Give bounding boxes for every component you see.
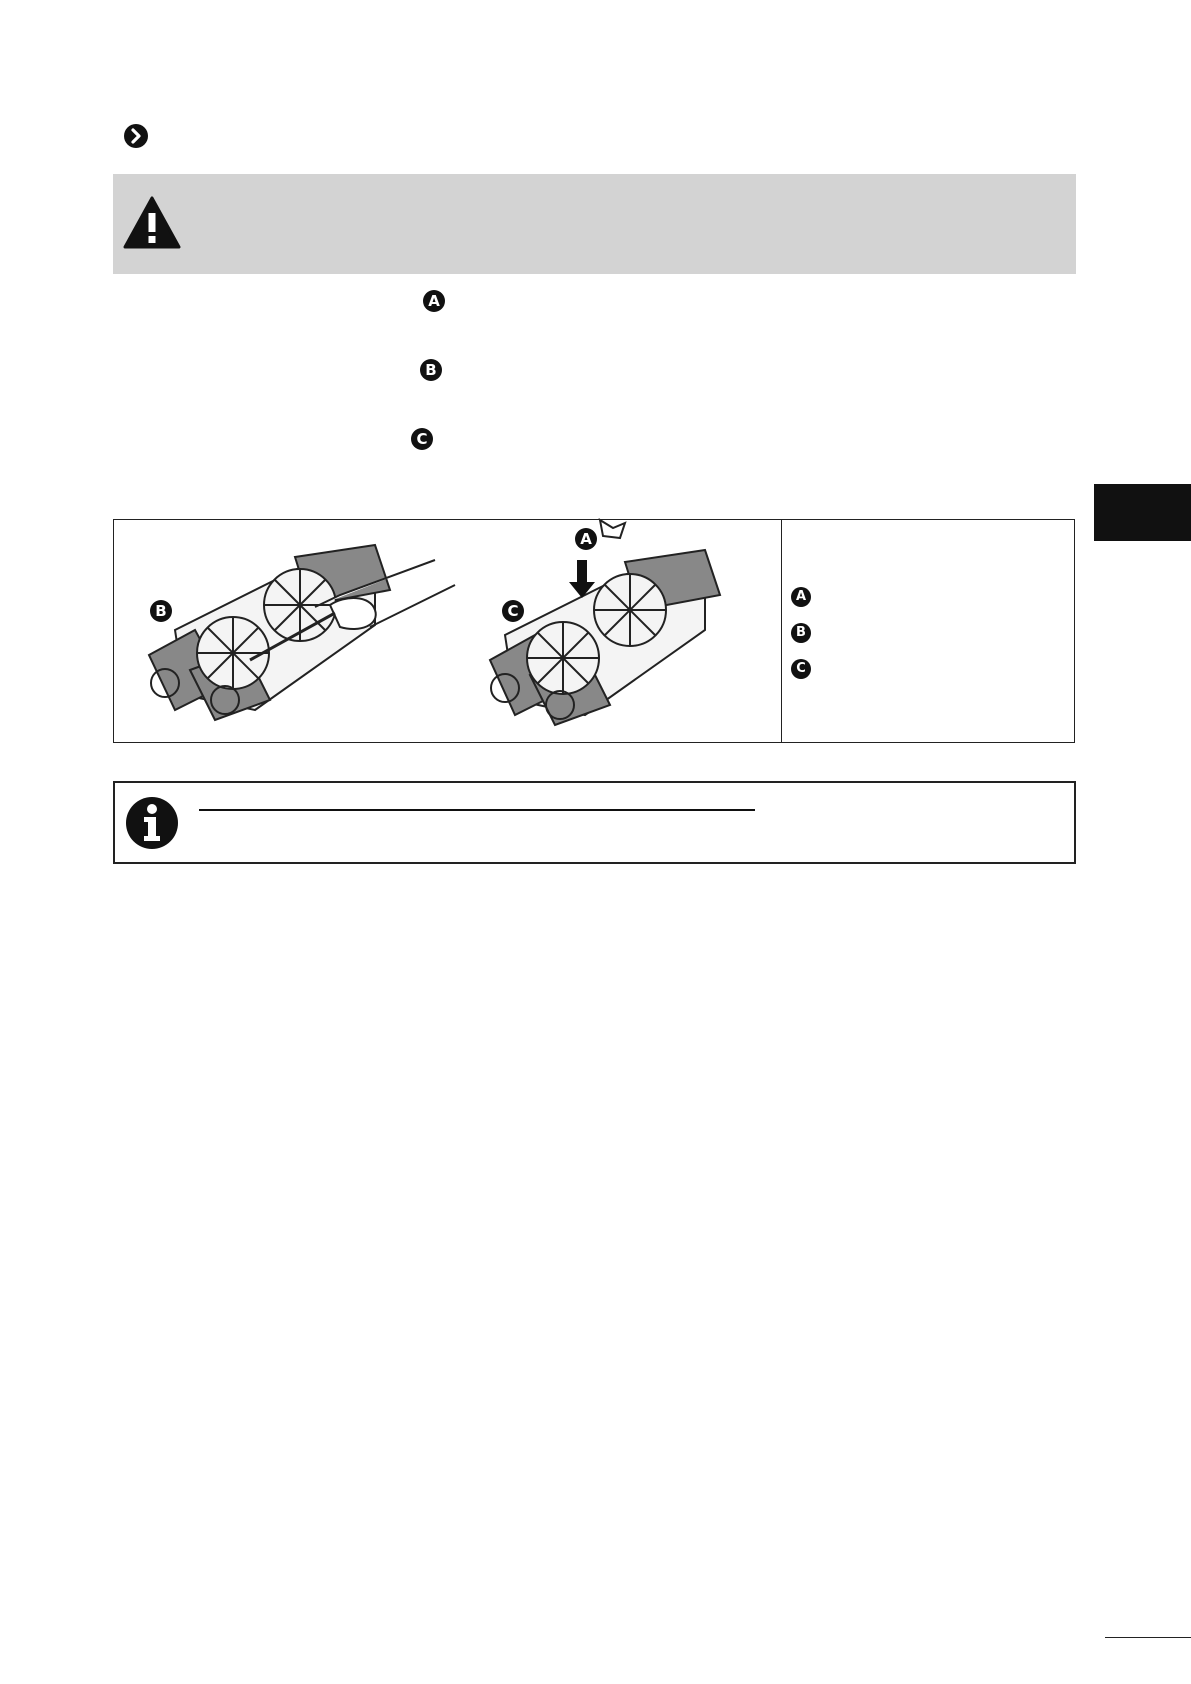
warning-box xyxy=(113,174,1076,274)
legend-badge-a: A xyxy=(791,587,811,607)
figure-badge-c: C xyxy=(502,600,524,622)
warning-triangle-icon xyxy=(123,196,181,250)
info-divider xyxy=(199,809,755,811)
section-tab xyxy=(1094,484,1191,541)
robot-illustration-left xyxy=(135,535,455,730)
info-circle-icon xyxy=(125,796,179,850)
figure-badge-a: A xyxy=(575,528,597,550)
legend-badge-c: C xyxy=(791,659,811,679)
info-box xyxy=(113,781,1076,864)
chevron-right-circle-icon xyxy=(124,124,148,148)
step-badge-a: A xyxy=(423,290,445,312)
step-badge-c: C xyxy=(411,428,433,450)
step-badge-b: B xyxy=(420,359,442,381)
figure-divider xyxy=(781,519,782,743)
footer-rule xyxy=(1105,1637,1191,1638)
robot-illustration-right xyxy=(495,520,755,730)
figure-badge-b: B xyxy=(150,600,172,622)
legend-badge-b: B xyxy=(791,623,811,643)
